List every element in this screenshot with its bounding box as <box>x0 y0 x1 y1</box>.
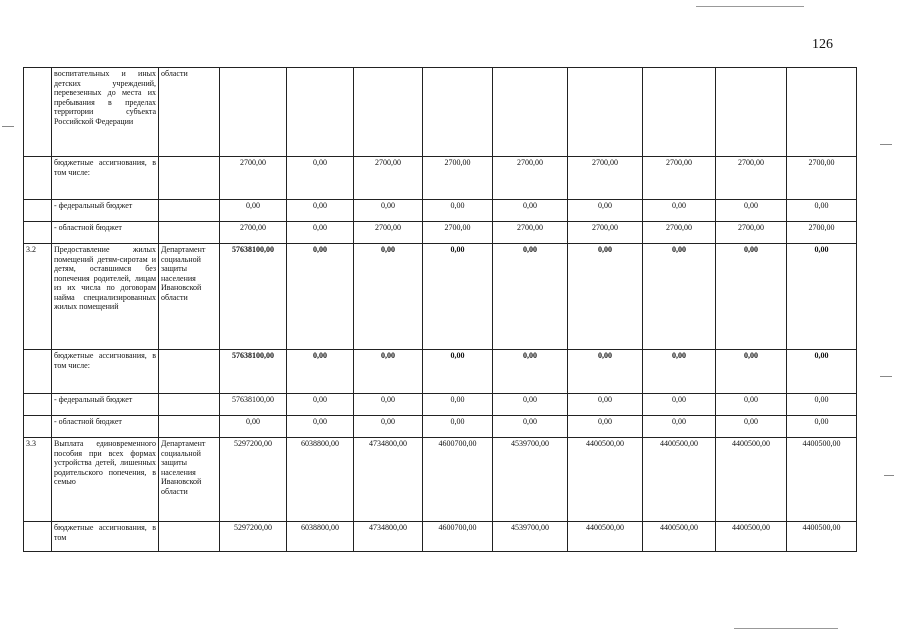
value-cell <box>354 68 423 157</box>
value-cell: 2700,00 <box>423 157 493 200</box>
row-name: Выплата единовременного пособия при всех формах устройства детей, лишенных родительского попечения, в семью <box>52 438 159 522</box>
value-cell: 0,00 <box>220 416 287 438</box>
value-cell: 4734800,00 <box>354 522 423 552</box>
row-executor: области <box>159 68 220 157</box>
value-cell: 0,00 <box>787 416 857 438</box>
value-cell: 2700,00 <box>493 157 568 200</box>
value-cell: 4600700,00 <box>423 438 493 522</box>
table-row <box>24 244 857 350</box>
value-cell <box>568 68 643 157</box>
value-cell: 6038800,00 <box>287 438 354 522</box>
value-cell: 57638100,00 <box>220 394 287 416</box>
row-executor <box>159 222 220 244</box>
value-cell: 2700,00 <box>354 157 423 200</box>
value-cell: 0,00 <box>787 394 857 416</box>
right-margin-mark <box>880 376 892 377</box>
row-name: - федеральный бюджет <box>52 200 159 222</box>
value-cell: 4400500,00 <box>568 438 643 522</box>
value-cell: 4400500,00 <box>716 522 787 552</box>
top-rule <box>696 6 804 7</box>
value-cell: 4400500,00 <box>643 438 716 522</box>
row-number <box>24 222 52 244</box>
value-cell: 0,00 <box>287 350 354 394</box>
value-cell: 5297200,00 <box>220 438 287 522</box>
value-cell: 0,00 <box>354 200 423 222</box>
value-cell: 5297200,00 <box>220 522 287 552</box>
row-name: воспитательных и иных детских учреждений, перевезенных до места их пребывания в пределах территории субъекта Российской Федерации <box>52 68 159 157</box>
value-cell: 0,00 <box>643 416 716 438</box>
value-cell: 2700,00 <box>568 222 643 244</box>
value-cell: 2700,00 <box>220 157 287 200</box>
value-cell: 0,00 <box>354 394 423 416</box>
table-row <box>24 416 857 438</box>
row-executor <box>159 522 220 552</box>
value-cell: 0,00 <box>354 416 423 438</box>
value-cell: 6038800,00 <box>287 522 354 552</box>
value-cell: 0,00 <box>493 244 568 350</box>
value-cell <box>423 68 493 157</box>
row-number <box>24 200 52 222</box>
value-cell: 0,00 <box>423 416 493 438</box>
value-cell: 4600700,00 <box>423 522 493 552</box>
row-number: 3.2 <box>24 244 52 350</box>
value-cell: 0,00 <box>287 244 354 350</box>
row-executor <box>159 200 220 222</box>
value-cell: 2700,00 <box>568 157 643 200</box>
row-name: - федеральный бюджет <box>52 394 159 416</box>
value-cell: 0,00 <box>423 244 493 350</box>
value-cell: 0,00 <box>716 416 787 438</box>
value-cell: 0,00 <box>716 200 787 222</box>
value-cell: 2700,00 <box>787 157 857 200</box>
value-cell: 2700,00 <box>716 222 787 244</box>
value-cell: 4539700,00 <box>493 438 568 522</box>
bottom-rule <box>734 628 838 629</box>
value-cell: 4400500,00 <box>643 522 716 552</box>
value-cell: 0,00 <box>354 244 423 350</box>
value-cell: 0,00 <box>287 394 354 416</box>
value-cell: 4539700,00 <box>493 522 568 552</box>
value-cell: 0,00 <box>493 200 568 222</box>
value-cell: 0,00 <box>787 200 857 222</box>
value-cell: 2700,00 <box>787 222 857 244</box>
row-name: - областной бюджет <box>52 416 159 438</box>
table-row <box>24 157 857 200</box>
row-name: бюджетные ассигнования, в том числе: <box>52 350 159 394</box>
value-cell: 0,00 <box>716 350 787 394</box>
value-cell: 4734800,00 <box>354 438 423 522</box>
table-row <box>24 394 857 416</box>
value-cell: 0,00 <box>716 244 787 350</box>
value-cell: 0,00 <box>568 200 643 222</box>
table-row <box>24 438 857 522</box>
row-number <box>24 350 52 394</box>
value-cell: 0,00 <box>287 157 354 200</box>
value-cell: 0,00 <box>287 222 354 244</box>
left-margin-mark <box>2 126 14 127</box>
table-row <box>24 350 857 394</box>
value-cell: 4400500,00 <box>787 522 857 552</box>
value-cell: 0,00 <box>643 200 716 222</box>
value-cell: 57638100,00 <box>220 244 287 350</box>
row-executor <box>159 350 220 394</box>
value-cell: 0,00 <box>787 350 857 394</box>
value-cell: 4400500,00 <box>568 522 643 552</box>
table-row <box>24 222 857 244</box>
value-cell: 0,00 <box>643 244 716 350</box>
value-cell: 0,00 <box>287 200 354 222</box>
value-cell: 2700,00 <box>643 157 716 200</box>
value-cell: 2700,00 <box>423 222 493 244</box>
value-cell <box>493 68 568 157</box>
value-cell: 2700,00 <box>716 157 787 200</box>
row-executor: Департамент социальной защиты населения Ивановской области <box>159 438 220 522</box>
right-margin-mark <box>880 144 892 145</box>
value-cell: 2700,00 <box>220 222 287 244</box>
table-row <box>24 200 857 222</box>
value-cell: 57638100,00 <box>220 350 287 394</box>
value-cell: 4400500,00 <box>716 438 787 522</box>
value-cell: 0,00 <box>423 394 493 416</box>
table-body <box>24 68 857 552</box>
row-number: 3.3 <box>24 438 52 522</box>
value-cell: 0,00 <box>787 244 857 350</box>
value-cell: 0,00 <box>568 416 643 438</box>
value-cell: 0,00 <box>493 350 568 394</box>
value-cell: 0,00 <box>287 416 354 438</box>
row-executor <box>159 416 220 438</box>
page-number: 126 <box>812 37 833 52</box>
value-cell: 0,00 <box>354 350 423 394</box>
row-number <box>24 157 52 200</box>
value-cell <box>787 68 857 157</box>
value-cell: 0,00 <box>716 394 787 416</box>
value-cell: 0,00 <box>643 394 716 416</box>
row-executor <box>159 394 220 416</box>
budget-table <box>23 67 857 552</box>
value-cell: 2700,00 <box>643 222 716 244</box>
row-executor <box>159 157 220 200</box>
row-executor: Департамент социальной защиты населения Ивановской области <box>159 244 220 350</box>
value-cell: 0,00 <box>643 350 716 394</box>
value-cell <box>643 68 716 157</box>
value-cell: 0,00 <box>568 394 643 416</box>
right-margin-mark <box>884 475 894 476</box>
value-cell <box>287 68 354 157</box>
value-cell <box>220 68 287 157</box>
value-cell: 0,00 <box>568 244 643 350</box>
value-cell: 2700,00 <box>493 222 568 244</box>
value-cell: 0,00 <box>423 350 493 394</box>
value-cell: 0,00 <box>568 350 643 394</box>
value-cell: 0,00 <box>423 200 493 222</box>
row-name: - областной бюджет <box>52 222 159 244</box>
row-number <box>24 394 52 416</box>
value-cell: 2700,00 <box>354 222 423 244</box>
value-cell: 4400500,00 <box>787 438 857 522</box>
value-cell: 0,00 <box>493 394 568 416</box>
row-number <box>24 416 52 438</box>
table-row <box>24 68 857 157</box>
table-row <box>24 522 857 552</box>
row-name: бюджетные ассигнования, в том числе: <box>52 157 159 200</box>
value-cell: 0,00 <box>493 416 568 438</box>
value-cell: 0,00 <box>220 200 287 222</box>
row-name: бюджетные ассигнования, в том <box>52 522 159 552</box>
row-number <box>24 522 52 552</box>
value-cell <box>716 68 787 157</box>
row-name: Предоставление жилых помещений детям-сиротам и детям, оставшимся без попечения родителей, лицам из их числа по договорам найма специализированных жилых помещений <box>52 244 159 350</box>
row-number <box>24 68 52 157</box>
